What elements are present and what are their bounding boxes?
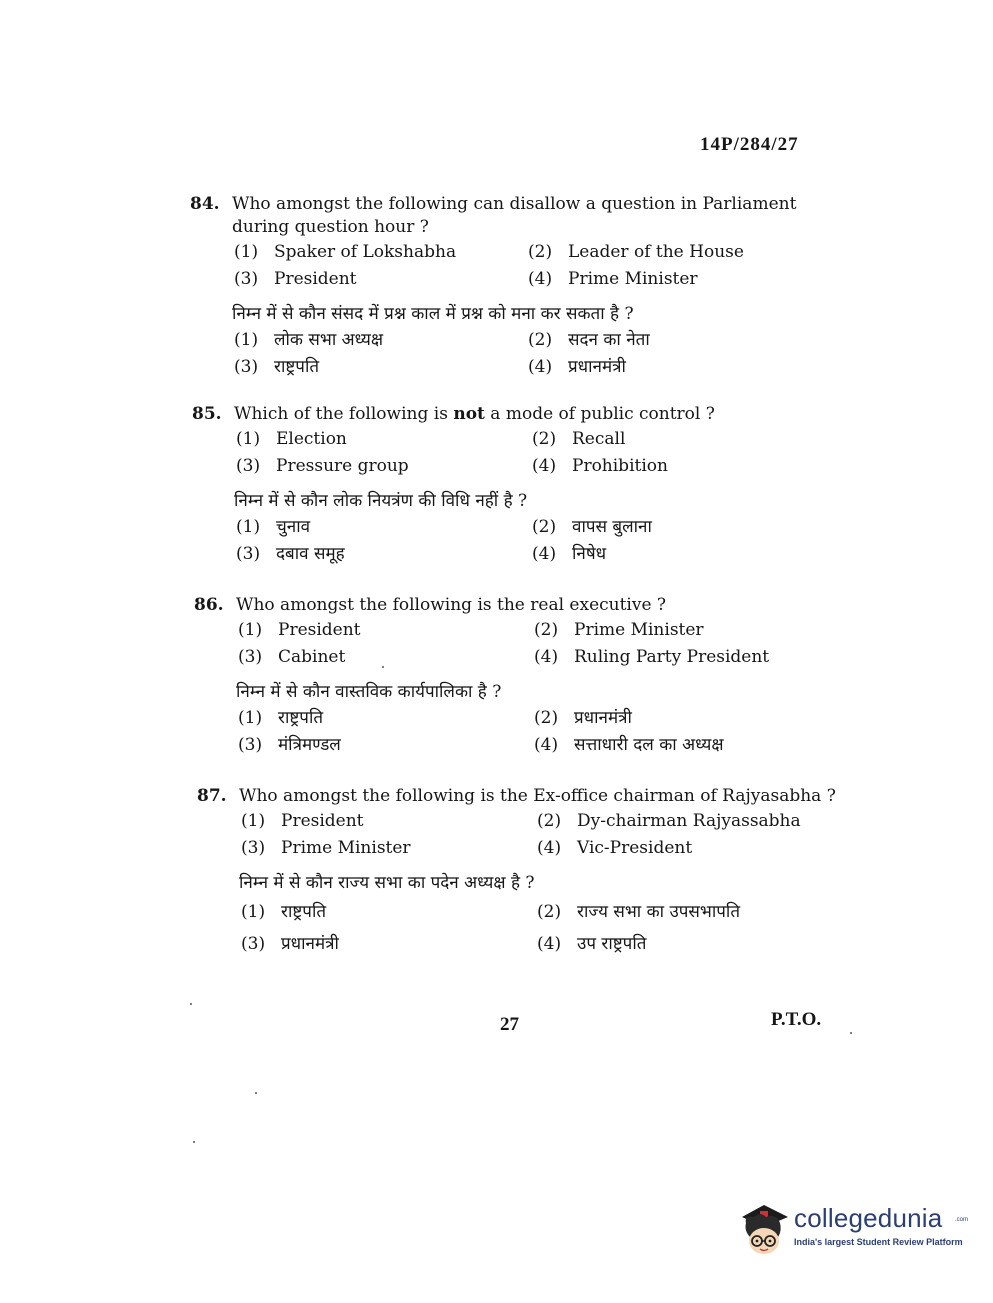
- hindi-options: [238, 705, 876, 759]
- logo-tagline: India's largest Student Review Platform: [794, 1237, 963, 1247]
- hindi-question-text: निम्न में से कौन वास्तविक कार्यपालिका है ?: [236, 682, 502, 702]
- emphasis-not: not: [453, 404, 485, 424]
- scan-speck: [190, 1003, 192, 1005]
- hindi-option-3: (3) दबाव समूह: [236, 544, 345, 564]
- question-number: 85.: [192, 404, 222, 424]
- hindi-option-4: (4) निषेध: [532, 544, 607, 564]
- hindi-option-1: (1) राष्ट्रपति: [241, 902, 327, 922]
- hindi-option-4: (4) उप राष्ट्रपति: [537, 934, 647, 954]
- hindi-option-2: (2) सदन का नेता: [528, 330, 650, 350]
- option-4: (4) Prime Minister: [528, 269, 698, 289]
- logo-domain-suffix: .com: [955, 1217, 969, 1223]
- pto-label: P.T.O.: [771, 1009, 822, 1030]
- option-4: (4) Vic-President: [537, 838, 693, 858]
- hindi-option-3: (3) प्रधानमंत्री: [241, 934, 339, 954]
- english-options: [236, 426, 874, 480]
- option-2: (2) Leader of the House: [528, 242, 744, 262]
- option-3: (3) Pressure group: [236, 456, 409, 476]
- scan-speck: [382, 666, 384, 668]
- scan-speck: [850, 1032, 852, 1034]
- hindi-option-1: (1) राष्ट्रपति: [238, 708, 324, 728]
- logo-wordmark: collegedunia: [794, 1203, 943, 1233]
- question-85: [192, 403, 874, 568]
- hindi-option-1: (1) लोक सभा अध्यक्ष: [234, 330, 384, 350]
- option-3: (3) Prime Minister: [241, 838, 411, 858]
- option-1: (1) Spaker of Lokshabha: [234, 242, 457, 262]
- hindi-option-3: (3) राष्ट्रपति: [234, 357, 320, 377]
- page-number: 27: [500, 1014, 519, 1035]
- question-number: 86.: [194, 595, 224, 615]
- hindi-options: [241, 896, 839, 960]
- hindi-options: [234, 327, 822, 381]
- hindi-question-text: निम्न में से कौन राज्य सभा का पदेन अध्यक्ष है ?: [239, 873, 535, 893]
- scan-speck: [193, 1141, 195, 1143]
- option-3: (3) President: [234, 269, 357, 289]
- option-1: (1) Election: [236, 429, 347, 449]
- hindi-option-2: (2) राज्य सभा का उपसभापति: [537, 902, 741, 922]
- question-text: Who amongst the following is the Ex-office chairman of Rajyasabha ?: [239, 786, 836, 806]
- option-2: (2) Dy-chairman Rajyassabha: [537, 811, 801, 831]
- english-options: [234, 239, 822, 293]
- collegedunia-logo: [736, 1195, 969, 1265]
- option-4: (4) Ruling Party President: [534, 647, 770, 667]
- question-84-prompt: [190, 193, 822, 239]
- question-87-prompt: [197, 785, 839, 808]
- option-1: (1) President: [238, 620, 361, 640]
- hindi-options: [236, 514, 874, 568]
- option-2: (2) Prime Minister: [534, 620, 704, 640]
- emphasis-nahin: नहीं: [475, 491, 499, 511]
- question-number: 87.: [197, 786, 227, 806]
- hindi-option-4: (4) सत्ताधारी दल का अध्यक्ष: [534, 735, 724, 755]
- hindi-option-3: (3) मंत्रिमण्डल: [238, 735, 341, 755]
- hindi-question-text: निम्न में से कौन संसद में प्रश्न काल में प्रश्न को मना कर सकता है ?: [232, 304, 634, 324]
- mascot-icon: [736, 1197, 794, 1259]
- option-1: (1) President: [241, 811, 364, 831]
- scan-speck: [255, 1092, 257, 1094]
- hindi-option-4: (4) प्रधानमंत्री: [528, 357, 626, 377]
- hindi-question-text: निम्न में से कौन लोक नियत्रंण की विधि नहीं है ?: [234, 491, 528, 511]
- question-85-prompt: [192, 403, 874, 426]
- question-text: Who amongst the following can disallow a question in Parliament during question hour ?: [232, 194, 797, 237]
- question-86: [194, 594, 876, 759]
- question-84: [190, 193, 822, 381]
- option-4: (4) Prohibition: [532, 456, 668, 476]
- option-2: (2) Recall: [532, 429, 626, 449]
- paper-code: 14P/284/27: [700, 134, 799, 155]
- question-number: 84.: [190, 194, 220, 214]
- english-options: [238, 617, 876, 671]
- option-3: (3) Cabinet: [238, 647, 346, 667]
- english-options: [241, 808, 839, 862]
- hindi-option-2: (2) प्रधानमंत्री: [534, 708, 632, 728]
- question-text: Which of the following is not a mode of public control ?: [234, 404, 715, 424]
- question-87: [197, 785, 839, 960]
- question-86-prompt: [194, 594, 876, 617]
- question-text: Who amongst the following is the real executive ?: [236, 595, 667, 615]
- hindi-option-2: (2) वापस बुलाना: [532, 517, 652, 537]
- hindi-option-1: (1) चुनाव: [236, 517, 311, 537]
